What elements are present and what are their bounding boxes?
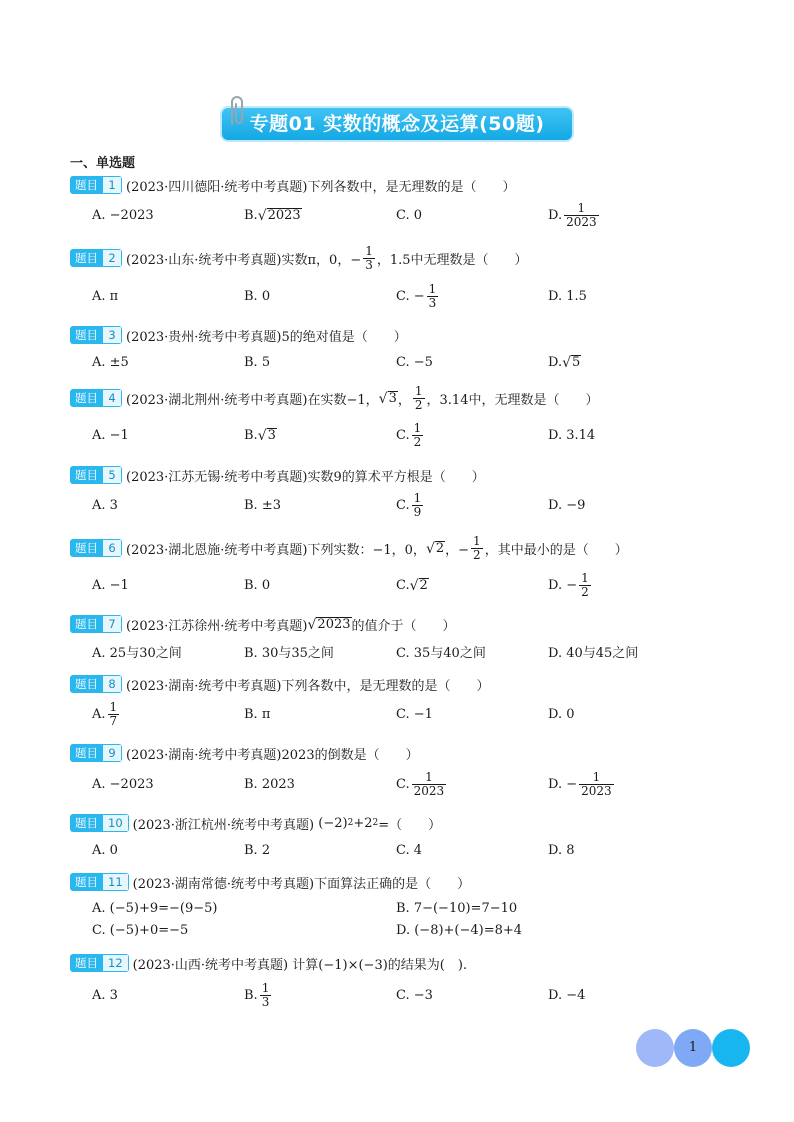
paperclip-icon xyxy=(226,94,248,128)
option-c: C. 0 xyxy=(396,207,423,223)
option-a: A. 25与30之间 xyxy=(92,645,182,661)
option-c: C. √ 2 xyxy=(396,577,428,594)
decor-circle xyxy=(636,1029,674,1067)
question-tag: 题目 10 xyxy=(70,814,129,832)
question-tag: 题目 12 xyxy=(70,954,129,972)
option-b: B. 0 xyxy=(244,577,271,593)
question-1: 题目 1 (2023·四川德阳·统考中考真题) 下列各数中，是无理数的是（ ） xyxy=(70,174,516,196)
option-b: B. 2 xyxy=(244,842,271,858)
option-c: C. 4 xyxy=(396,842,423,858)
option-c: C. −5 xyxy=(396,354,433,370)
option-b: B. 5 xyxy=(244,354,271,370)
option-c: C. 35与40之间 xyxy=(396,645,486,661)
option-a: A. −1 xyxy=(92,427,129,443)
option-a: A. π xyxy=(92,288,119,304)
option-a: A. ±5 xyxy=(92,354,129,370)
option-d: D. −4 xyxy=(548,987,586,1003)
question-tag: 题目 1 xyxy=(70,176,122,194)
question-tag: 题目 2 xyxy=(70,249,122,267)
option-a: A. −2023 xyxy=(92,207,154,223)
option-d: D. $\frac{1}{2023}$ xyxy=(548,200,597,229)
option-a: A. $\frac{1}{7}$ xyxy=(92,699,118,728)
option-a: A. 0 xyxy=(92,842,118,858)
section-heading: 一、单选题 xyxy=(70,156,136,171)
option-d: D. (−8)+(−4)=8+4 xyxy=(396,922,523,938)
page-number: 1 xyxy=(674,1029,712,1067)
question-12: 题目 12 (2023·山西·统考中考真题) 计算(−1)×(−3)的结果为( ). xyxy=(70,952,467,974)
question-tag: 题目 6 xyxy=(70,539,122,557)
question-8: 题目 8 (2023·湖南·统考中考真题) 下列各数中，是无理数的是（ ） xyxy=(70,673,490,695)
option-d: D. 1.5 xyxy=(548,288,587,304)
option-c: C. $\frac{1}{2}$ xyxy=(396,420,422,449)
option-d: D. − $\frac{1}{2023}$ xyxy=(548,769,612,798)
option-b: B. 7−(−10)=7−10 xyxy=(396,900,518,916)
option-c: C. − $\frac{1}{3}$ xyxy=(396,281,437,310)
option-c: C. −1 xyxy=(396,706,433,722)
option-d: D. 8 xyxy=(548,842,575,858)
option-c: C. $\frac{1}{9}$ xyxy=(396,490,422,519)
question-7: 题目 7 (2023·江苏徐州·统考中考真题) √ 2023 的值介于（ ） xyxy=(70,613,456,635)
option-d: D. 0 xyxy=(548,706,575,722)
option-d: D. − $\frac{1}{2}$ xyxy=(548,570,589,599)
title-banner xyxy=(222,106,572,142)
option-a: A. −1 xyxy=(92,577,129,593)
option-c: C. $\frac{1}{2023}$ xyxy=(396,769,445,798)
question-tag: 题目 4 xyxy=(70,389,122,407)
option-b: B. √ 3 xyxy=(244,427,276,444)
question-tag: 题目 11 xyxy=(70,873,129,891)
option-b: B. 30与35之间 xyxy=(244,645,334,661)
option-a: A. 3 xyxy=(92,497,118,513)
option-c: C. (−5)+0=−5 xyxy=(92,922,189,938)
option-b: B. $\frac{1}{3}$ xyxy=(244,980,270,1009)
question-5: 题目 5 (2023·江苏无锡·统考中考真题) 实数9的算术平方根是（ ） xyxy=(70,464,485,486)
page-title: 专题01 实数的概念及运算(50题) xyxy=(222,108,572,140)
option-b: B. 2023 xyxy=(244,776,295,792)
page-indicator xyxy=(636,1029,752,1067)
option-b: B. π xyxy=(244,706,271,722)
option-b: B. ±3 xyxy=(244,497,281,513)
question-6: 题目 6 (2023·湖北恩施·统考中考真题) 下列实数：−1，0， √ 2 ，− $\frac{1}{2}$ ，其中最小的是（ ） xyxy=(70,537,628,559)
question-4: 题目 4 (2023·湖北荆州·统考中考真题) 在实数−1， √ 3 ， $\frac{1}{2}$ ，3.14中，无理数是（ ） xyxy=(70,387,598,409)
option-b: B. √ 2023 xyxy=(244,207,301,224)
option-a: A. 3 xyxy=(92,987,118,1003)
option-d: D. −9 xyxy=(548,497,586,513)
option-c: C. −3 xyxy=(396,987,433,1003)
question-tag: 题目 3 xyxy=(70,326,122,344)
question-3: 题目 3 (2023·贵州·统考中考真题) 5的绝对值是（ ） xyxy=(70,324,407,346)
option-a: A. (−5)+9=−(9−5) xyxy=(92,900,218,916)
question-11: 题目 11 (2023·湖南常德·统考中考真题) 下面算法正确的是（ ） xyxy=(70,871,470,893)
option-a: A. −2023 xyxy=(92,776,154,792)
question-2: 题目 2 (2023·山东·统考中考真题) 实数π，0，− $\frac{1}{3}$ ，1.5中无理数是（ ） xyxy=(70,247,528,269)
option-d: D. 3.14 xyxy=(548,427,596,443)
question-tag: 题目 9 xyxy=(70,744,122,762)
question-tag: 题目 8 xyxy=(70,675,122,693)
question-tag: 题目 7 xyxy=(70,615,122,633)
option-d: D. 40与45之间 xyxy=(548,645,639,661)
question-10: 题目 10 (2023·浙江杭州·统考中考真题) (−2) 2 +2 2 =（ ） xyxy=(70,812,441,834)
option-d: D. √ 5 xyxy=(548,354,581,371)
question-tag: 题目 5 xyxy=(70,466,122,484)
decor-circle xyxy=(712,1029,750,1067)
question-9: 题目 9 (2023·湖南·统考中考真题) 2023的倒数是（ ） xyxy=(70,742,419,764)
option-b: B. 0 xyxy=(244,288,271,304)
